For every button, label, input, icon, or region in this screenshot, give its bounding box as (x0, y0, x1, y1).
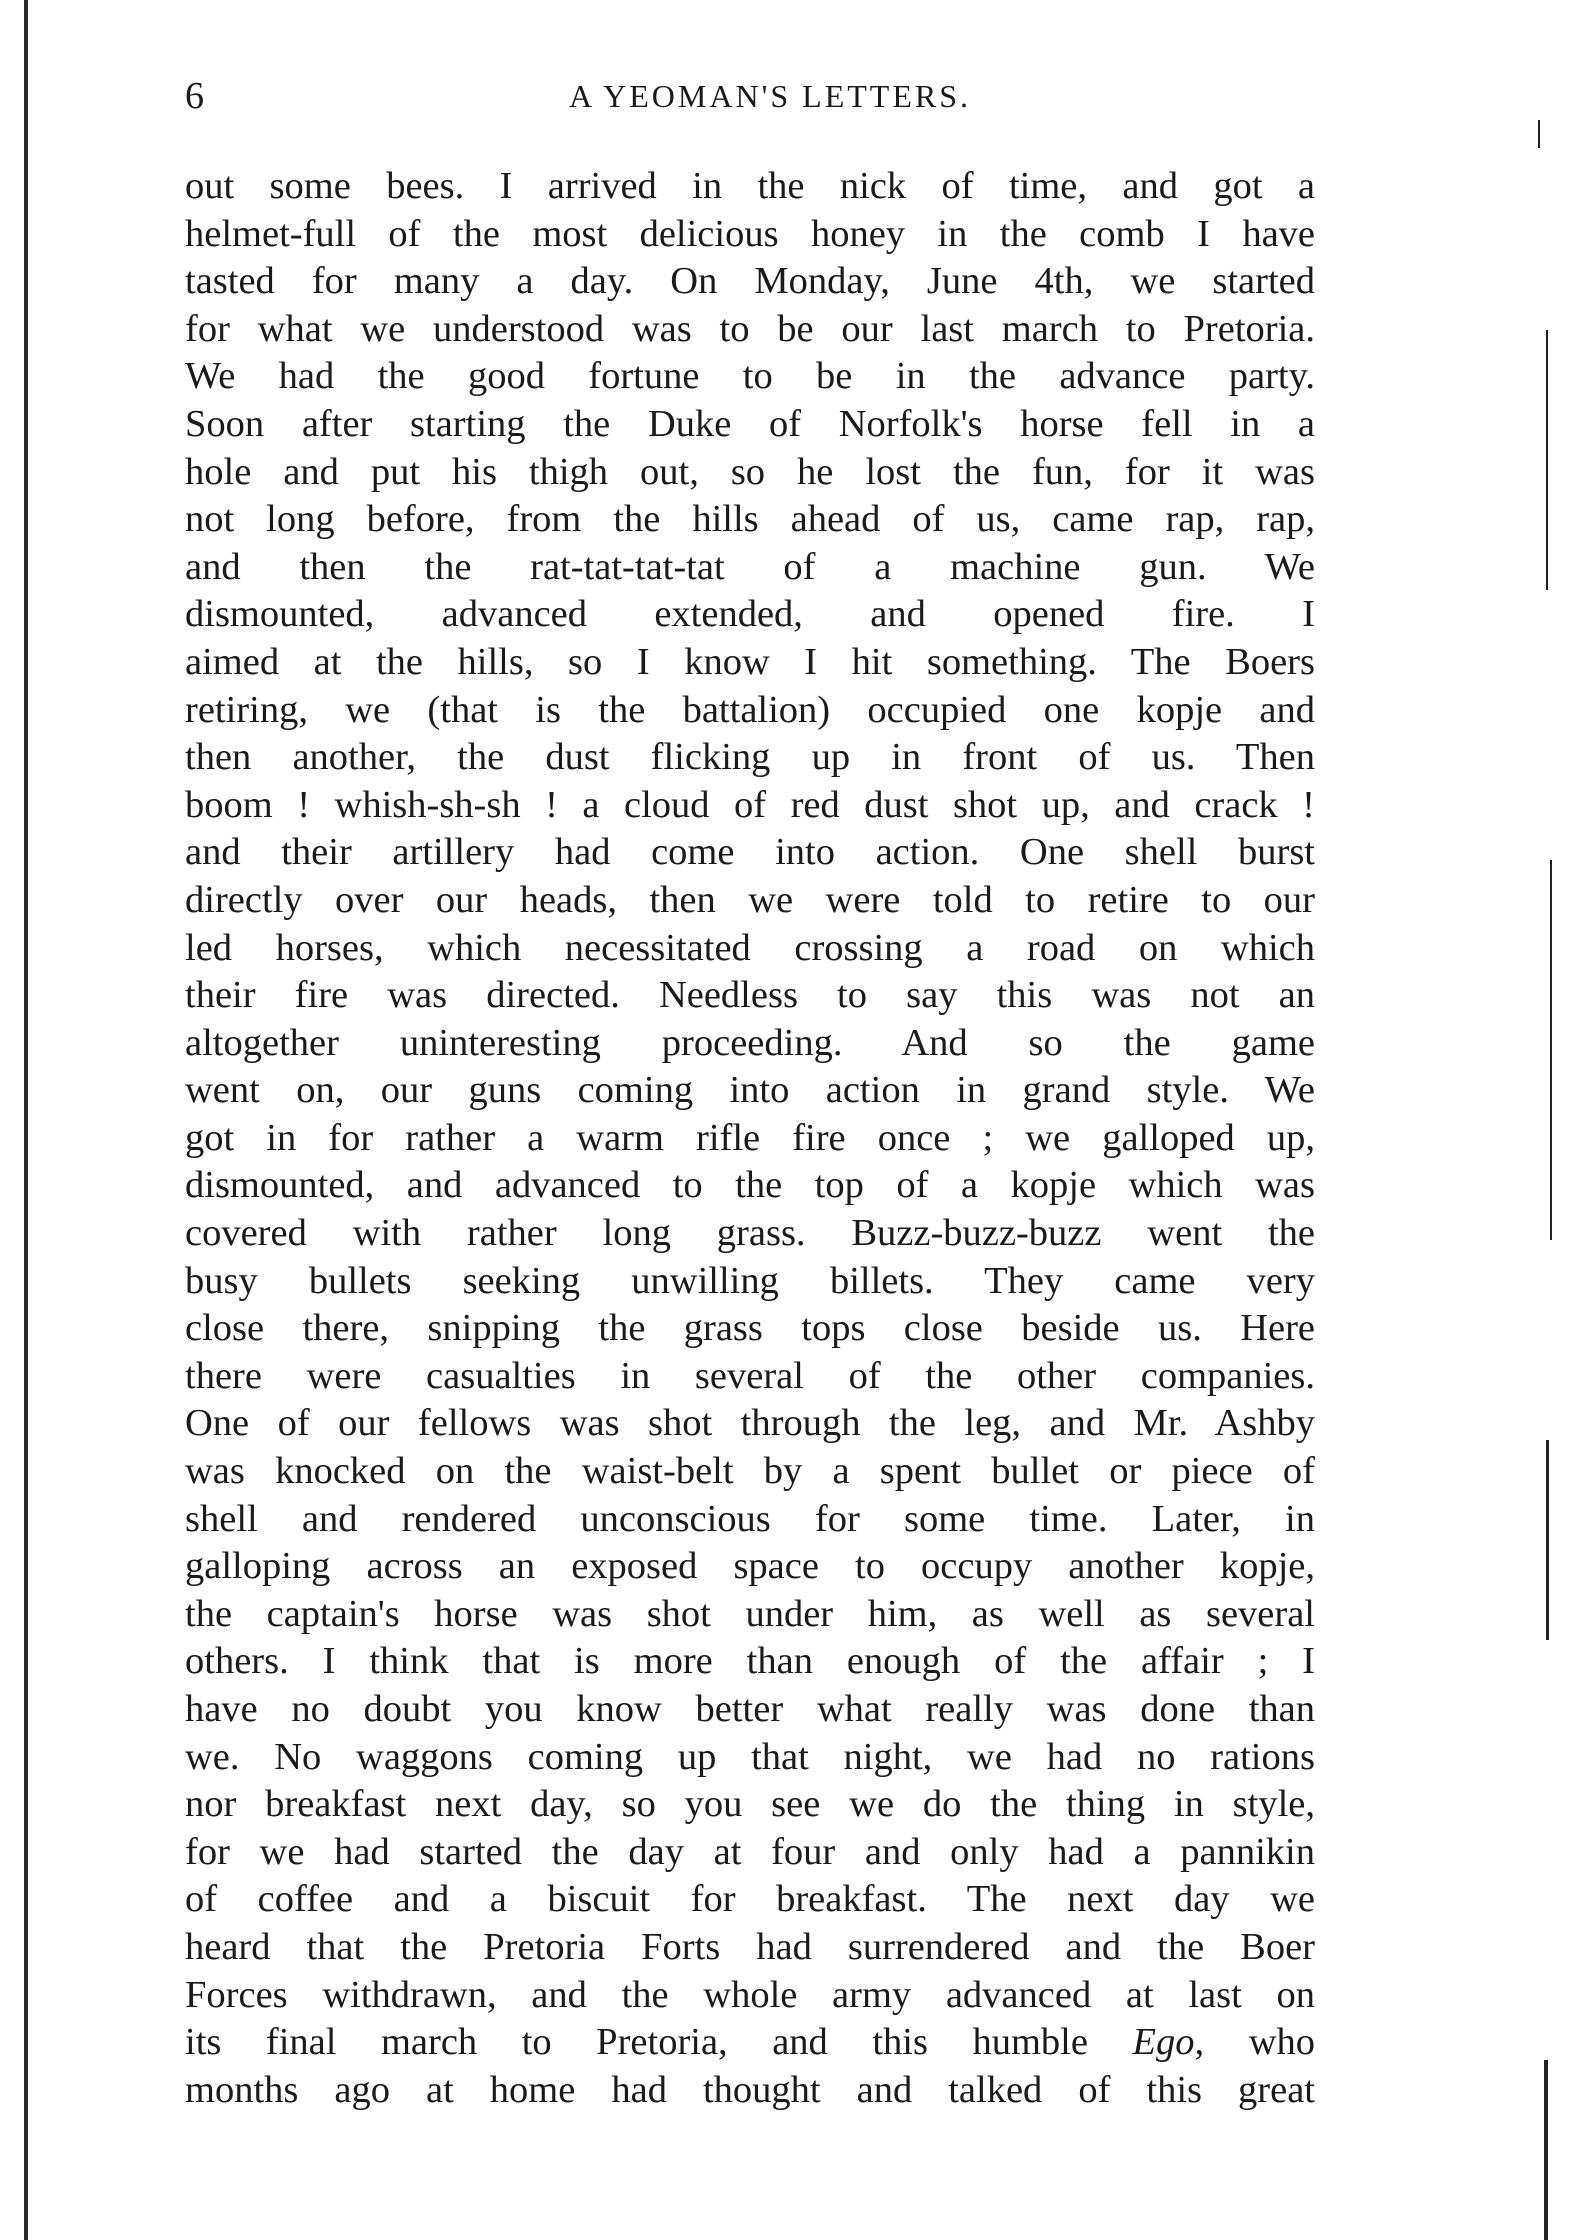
text-line: was knocked on the waist-belt by a spent bullet or piece of (185, 1450, 1315, 1493)
page-number: 6 (185, 75, 204, 117)
text-line: got in for rather a warm rifle fire once ; we galloped up, (185, 1116, 1315, 1159)
text-line: One of our fellows was shot through the leg, and Mr. Ashby (185, 1402, 1315, 1445)
text-line: led horses, which necessitated crossing a road on which (185, 926, 1315, 969)
scan-mark (1550, 860, 1552, 1240)
scan-mark (1538, 120, 1540, 148)
text-line: galloping across an exposed space to occupy another kopje, (185, 1545, 1315, 1588)
text-line: went on, our guns coming into action in grand style. We (185, 1069, 1315, 1112)
scan-mark (1544, 2060, 1548, 2240)
text-line: for what we understood was to be our last march to Pretoria. (185, 307, 1315, 350)
line-text-before-italic: its final march to Pretoria, and this humble (185, 2021, 1088, 2064)
line-text-after-italic: who (1248, 2021, 1315, 2064)
text-line: close there, snipping the grass tops close beside us. Here (185, 1307, 1315, 1350)
text-line: and then the rat-tat-tat-tat of a machine gun. We (185, 545, 1315, 588)
text-line: the captain's horse was shot under him, as well as several (185, 1592, 1315, 1635)
text-line: there were casualties in several of the other companies. (185, 1354, 1315, 1397)
text-line: retiring, we (that is the battalion) occupied one kopje and (185, 688, 1315, 731)
text-line: directly over our heads, then we were told to retire to our (185, 878, 1315, 921)
text-line: their fire was directed. Needless to say this was not an (185, 974, 1315, 1017)
text-line: months ago at home had thought and talked of this great (185, 2068, 1315, 2111)
text-line: not long before, from the hills ahead of us, came rap, rap, (185, 498, 1315, 541)
text-line: covered with rather long grass. Buzz-buzz-buzz went the (185, 1212, 1315, 1255)
text-line: tasted for many a day. On Monday, June 4th, we started (185, 260, 1315, 303)
text-line: shell and rendered unconscious for some time. Later, in (185, 1497, 1315, 1540)
text-line: out some bees. I arrived in the nick of time, and got a (185, 165, 1315, 207)
text-line: then another, the dust flicking up in front of us. Then (185, 736, 1315, 779)
text-line: hole and put his thigh out, so he lost the fun, for it was (185, 450, 1315, 493)
text-line: and their artillery had come into action. One shell burst (185, 831, 1315, 874)
text-line-with-italic (185, 2019, 1315, 2067)
italic-word: Ego, (1132, 2021, 1205, 2064)
scan-mark (1546, 1440, 1549, 1640)
text-line: helmet-full of the most delicious honey in the comb I have (185, 212, 1315, 255)
text-line: heard that the Pretoria Forts had surrendered and the Boer (185, 1925, 1315, 1968)
text-line: aimed at the hills, so I know I hit something. The Boers (185, 640, 1315, 683)
running-title: A YEOMAN'S LETTERS. (568, 78, 972, 114)
body-text (185, 163, 1315, 2114)
text-line: altogether uninteresting proceeding. And so the game (185, 1021, 1315, 1064)
page-header (185, 74, 1315, 122)
scan-mark (1546, 330, 1548, 590)
text-line: of coffee and a biscuit for breakfast. The next day we (185, 1878, 1315, 1921)
text-line: we. No waggons coming up that night, we had no rations (185, 1735, 1315, 1778)
text-line: for we had started the day at four and only had a pannikin (185, 1830, 1315, 1873)
text-line: We had the good fortune to be in the advance party. (185, 355, 1315, 398)
text-line: dismounted, advanced extended, and opened fire. I (185, 593, 1315, 636)
text-line: boom ! whish-sh-sh ! a cloud of red dust shot up, and crack ! (185, 783, 1315, 826)
text-line: busy bullets seeking unwilling billets. They came very (185, 1259, 1315, 1302)
page-binding-edge (24, 0, 28, 2240)
text-line: others. I think that is more than enough of the affair ; I (185, 1640, 1315, 1683)
text-line: Soon after starting the Duke of Norfolk's horse fell in a (185, 402, 1315, 445)
text-line: Forces withdrawn, and the whole army advanced at last on (185, 1973, 1315, 2016)
text-line: dismounted, and advanced to the top of a kopje which was (185, 1164, 1315, 1207)
text-line: nor breakfast next day, so you see we do the thing in style, (185, 1783, 1315, 1826)
text-line: have no doubt you know better what really was done than (185, 1688, 1315, 1730)
